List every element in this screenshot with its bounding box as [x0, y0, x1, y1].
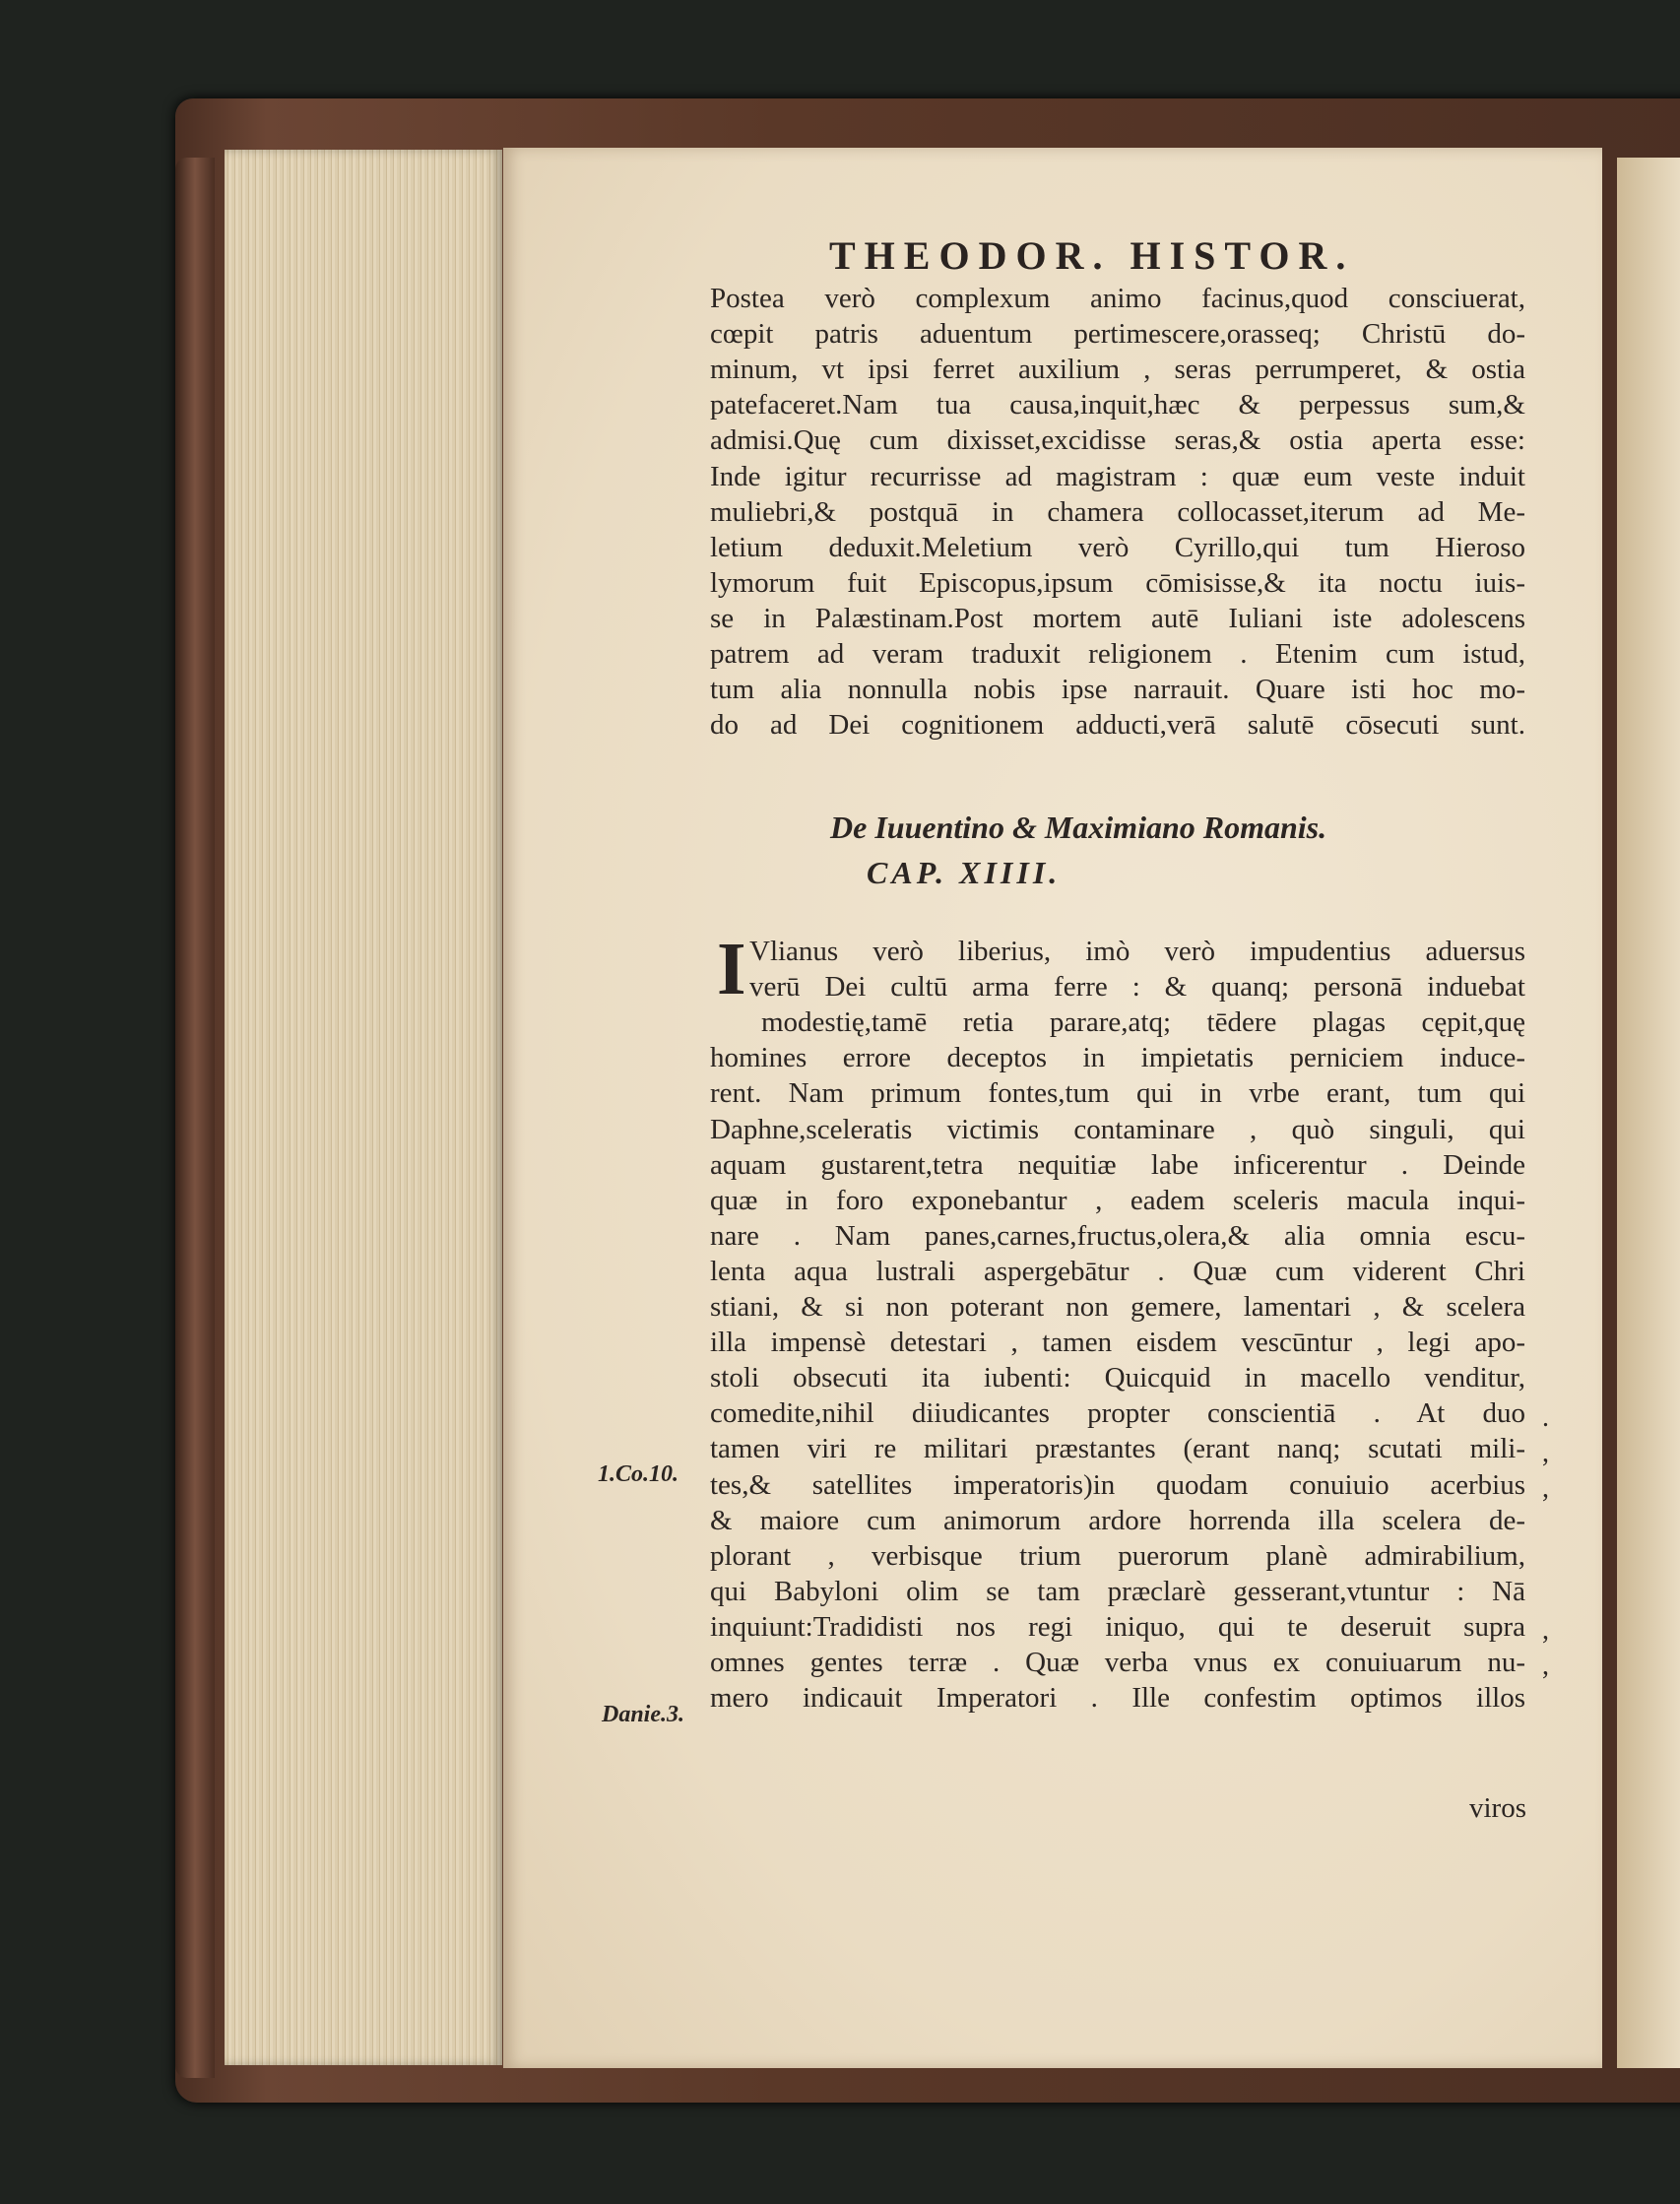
text-line: minum, vt ipsi ferret auxilium , seras perrumperet, & ostia — [710, 354, 1525, 386]
text-line: illa impensè detestari , tamen eisdem vescūntur , legi apo- — [710, 1327, 1525, 1359]
text-line: cœpit patris aduentum pertimescere,orasseq; Christū do- — [710, 318, 1525, 351]
text-line: Postea verò complexum animo facinus,quod consciuerat, — [710, 283, 1525, 314]
marginal-note: 1.Co.10. — [598, 1461, 679, 1487]
text-line: stiani, & si non poterant non gemere, lamentari , & scelera — [710, 1291, 1525, 1323]
text-line: aquam gustarent,tetra nequitiæ labe inficerentur . Deinde — [710, 1148, 1525, 1181]
text-line: tamen viri re militari præstantes (erant nanq; scutati mili- — [710, 1433, 1525, 1465]
facing-page-sliver — [1617, 158, 1680, 2068]
margin-mark: , — [1542, 1651, 1549, 1681]
text-line: lymorum fuit Episcopus,ipsum cōmisisse,& ita noctu iuis- — [710, 566, 1525, 599]
text-line: Inde igitur recurrisse ad magistram : quæ eum veste induit — [710, 460, 1525, 492]
text-line: lenta aqua lustrali aspergebātur . Quæ cum viderent Chri — [710, 1255, 1525, 1287]
drop-cap: I — [717, 928, 746, 1010]
text-line: mero indicauit Imperatori . Ille confestim optimos illos — [710, 1682, 1525, 1715]
text-line: tum alia nonnulla nobis ipse narrauit. Quare isti hoc mo- — [710, 674, 1525, 706]
text-line: patrem ad veram traduxit religionem . Etenim cum istud, — [710, 638, 1525, 670]
text-line: rent. Nam primum fontes,tum qui in vrbe erant, tum qui — [710, 1077, 1525, 1110]
text-line: Vlianus verò liberius, imò verò impudentius aduersus — [749, 936, 1525, 967]
catchword: viros — [1469, 1792, 1526, 1824]
text-line: patefaceret.Nam tua causa,inquit,hæc & perpessus sum,& — [710, 389, 1525, 421]
chapter-title: De Iuuentino & Maximiano Romanis. — [830, 810, 1327, 845]
text-line: & maiore cum animorum ardore horrenda illa scelera de- — [710, 1504, 1525, 1536]
text-line: omnes gentes terræ . Quæ verba vnus ex conuiuarum nu- — [710, 1647, 1525, 1678]
text-line: Daphne,sceleratis victimis contaminare , quò singuli, qui — [710, 1113, 1525, 1145]
margin-mark: . — [1542, 1402, 1549, 1433]
text-line: nare . Nam panes,carnes,fructus,olera,& alia omnia escu- — [710, 1219, 1525, 1252]
margin-mark: , — [1542, 1615, 1549, 1646]
running-header: THEODOR. HISTOR. — [829, 233, 1355, 278]
text-line: se in Palæstinam.Post mortem autē Iuliani iste adolescens — [710, 602, 1525, 634]
marginal-note: Danie.3. — [602, 1702, 684, 1727]
text-line: qui Babyloni olim se tam præclarè gesserant,vtuntur : Nā — [710, 1575, 1525, 1607]
chapter-number: CAP. XIIII. — [867, 855, 1062, 890]
text-line: modestię,tamē retia parare,atq; tēdere plagas cępit,quę — [761, 1006, 1525, 1039]
text-line: do ad Dei cognitionem adducti,verā salutē cōsecuti sunt. — [710, 709, 1525, 742]
text-line: stoli obsecuti ita iubenti: Quicquid in macello venditur, — [710, 1362, 1525, 1394]
text-line: letium deduxit.Meletium verò Cyrillo,qui tum Hieroso — [710, 531, 1525, 563]
margin-mark: , — [1542, 1438, 1549, 1468]
margin-mark: , — [1542, 1473, 1549, 1504]
text-line: admisi.Quę cum dixisset,excidisse seras,& ostia aperta esse: — [710, 424, 1525, 457]
text-line: plorant , verbisque trium puerorum planè admirabilium, — [710, 1539, 1525, 1572]
text-line: verū Dei cultū arma ferre : & quanq; personā induebat — [749, 971, 1525, 1004]
book-spine-edge — [175, 158, 215, 2078]
text-line: comedite,nihil diiudicantes propter conscientiā . At duo — [710, 1397, 1525, 1430]
text-line: homines errore deceptos in impietatis perniciem induce- — [710, 1042, 1525, 1074]
text-line: quæ in foro exponebantur , eadem sceleris macula inqui- — [710, 1184, 1525, 1216]
page-edges — [225, 150, 502, 2065]
text-line: muliebri,& postquā in chamera collocasset,iterum ad Me- — [710, 495, 1525, 528]
text-line: tes,& satellites imperatoris)in quodam conuiuio acerbius — [710, 1468, 1525, 1501]
text-line: inquiunt:Tradidisti nos regi iniquo, qui te deseruit supra — [710, 1610, 1525, 1643]
